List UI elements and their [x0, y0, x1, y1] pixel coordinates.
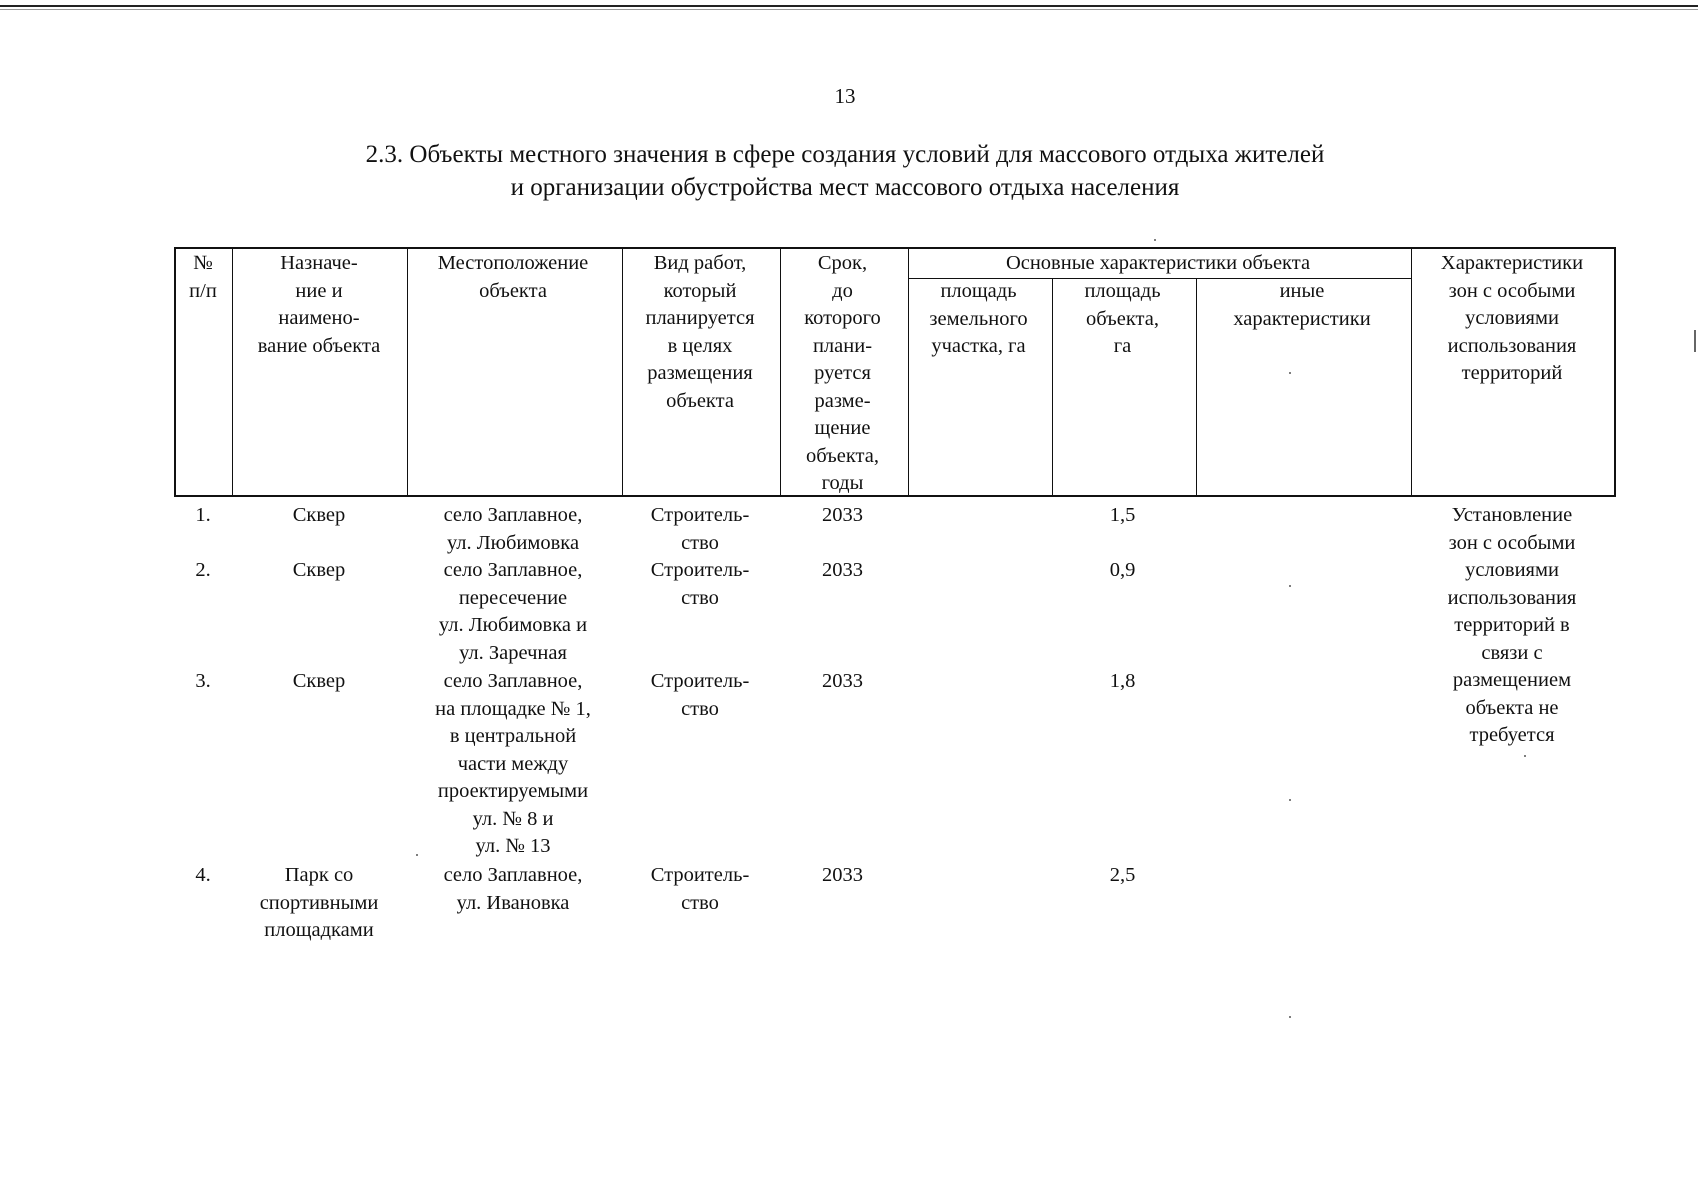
row-location: село Заплавное, ул. Ивановка — [443, 864, 583, 914]
header-term: Срок, до которого плани- руется разме- щение объекта, годы — [804, 252, 881, 494]
section-title-line: 2.3. Объекты местного значения в сфере создания условий для массового отдыха жителей — [365, 141, 1325, 168]
row-num: 2. — [195, 559, 211, 581]
header-object-area: площадь объекта, га — [1084, 280, 1161, 357]
row-num: 1. — [195, 504, 211, 526]
row-work-type: Строитель- ство — [650, 559, 750, 609]
row-term: 2033 — [822, 864, 863, 886]
row-work-type: Строитель- ство — [650, 504, 750, 554]
row-work-type: Строитель- ство — [650, 864, 750, 914]
row-purpose: Парк со спортивными площадками — [259, 864, 379, 941]
section-title-line: и организации обустройства мест массового отдыха населения — [510, 174, 1180, 201]
scan-border-line — [0, 5, 1698, 7]
scan-speck — [1524, 755, 1526, 757]
header-main-characteristics: Основные характеристики объекта — [1005, 252, 1311, 274]
scan-border-line — [0, 9, 1698, 10]
row-location: село Заплавное, ул. Любимовка — [443, 504, 583, 554]
scan-speck — [1154, 239, 1156, 241]
scan-speck — [1289, 372, 1291, 374]
row-term: 2033 — [822, 504, 863, 526]
row-term: 2033 — [822, 670, 863, 692]
row-object-area: 2,5 — [1109, 864, 1136, 886]
row-object-area: 1,5 — [1109, 504, 1136, 526]
header-land-area: площадь земельного участка, га — [929, 280, 1028, 357]
row-num: 4. — [195, 864, 211, 886]
page-number: 13 — [834, 84, 856, 108]
scan-edge-mark — [1694, 330, 1696, 352]
header-zones: Характеристики зон с особыми условиями использования территорий — [1440, 252, 1584, 384]
row-work-type: Строитель- ство — [650, 670, 750, 720]
header-work-type: Вид работ, который планируется в целях размещения объекта — [645, 252, 755, 412]
section-title — [240, 138, 1450, 204]
zones-note: Установление зон с особыми условиями использования территорий в связи с размещением объекта не требуется — [1447, 504, 1577, 746]
row-purpose: Сквер — [292, 670, 346, 692]
row-purpose: Сквер — [292, 504, 346, 526]
row-object-area: 1,8 — [1109, 670, 1136, 692]
scan-speck — [1289, 1016, 1291, 1018]
row-purpose: Сквер — [292, 559, 346, 581]
header-num: № п/п — [189, 252, 217, 302]
row-num: 3. — [195, 670, 211, 692]
header-purpose: Назначе- ние и наимено- вание объекта — [257, 252, 381, 357]
row-term: 2033 — [822, 559, 863, 581]
row-object-area: 0,9 — [1109, 559, 1136, 581]
row-location: село Заплавное, пересечение ул. Любимовка и ул. Заречная — [438, 559, 588, 664]
scan-speck — [416, 854, 418, 856]
scan-speck — [1289, 799, 1291, 801]
header-location: Местоположение объекта — [437, 252, 589, 302]
row-location: село Заплавное, на площадке № 1, в центральной части между проектируемыми ул. № 8 и ул. № 13 — [435, 670, 591, 857]
header-other: иные характеристики — [1233, 280, 1371, 330]
scan-speck — [1289, 585, 1291, 587]
